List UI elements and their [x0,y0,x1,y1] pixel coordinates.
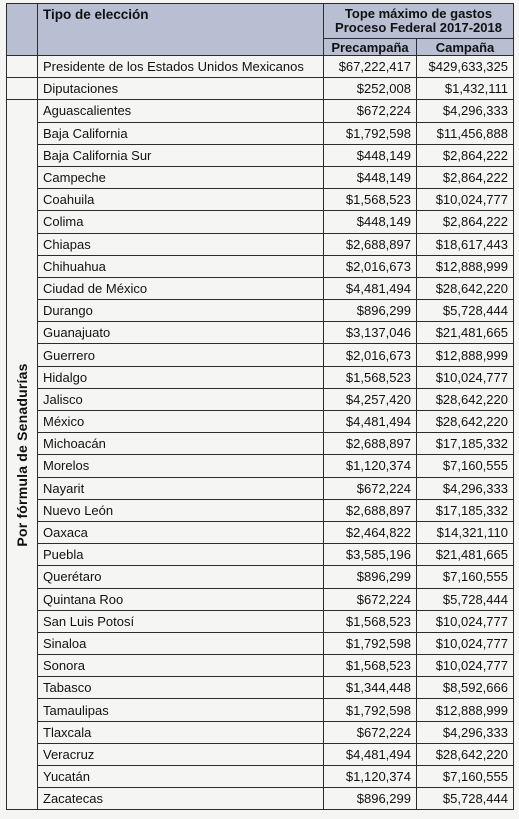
row-precampana: $1,568,523 [324,610,417,632]
table-row [7,344,514,366]
table-row [7,566,514,588]
row-precampana: $2,688,897 [324,433,417,455]
header-tipo-eleccion: Tipo de elección [38,4,324,56]
row-precampana: $896,299 [324,566,417,588]
row-campana: $28,642,220 [417,743,514,765]
row-name: Diputaciones [38,78,324,100]
table-row [7,588,514,610]
row-precampana: $4,481,494 [324,277,417,299]
row-name: Nuevo León [38,499,324,521]
table-row [7,277,514,299]
row-precampana: $2,016,673 [324,255,417,277]
row-campana: $10,024,777 [417,610,514,632]
table-row [7,521,514,543]
row-name: Baja California Sur [38,144,324,166]
row-precampana: $4,481,494 [324,743,417,765]
row-name: Tamaulipas [38,699,324,721]
row-precampana: $1,792,598 [324,632,417,654]
row-precampana: $252,008 [324,78,417,100]
row-name: Campeche [38,166,324,188]
table-row [7,632,514,654]
row-campana: $5,728,444 [417,300,514,322]
row-precampana: $448,149 [324,211,417,233]
row-name: México [38,411,324,433]
table-row [7,766,514,788]
table-row [7,166,514,188]
row-name: Aguascalientes [38,100,324,122]
row-campana: $4,296,333 [417,721,514,743]
row-campana: $21,481,665 [417,322,514,344]
row-campana: $2,864,222 [417,211,514,233]
table-row [7,211,514,233]
senadurias-group-label: Por fórmula de Senadurías [14,363,30,547]
row-precampana: $1,120,374 [324,455,417,477]
table-row [7,544,514,566]
row-precampana: $672,224 [324,721,417,743]
row-name: Colima [38,211,324,233]
table-row [7,743,514,765]
row-campana: $10,024,777 [417,366,514,388]
row-precampana: $448,149 [324,166,417,188]
row-campana: $28,642,220 [417,277,514,299]
row-campana: $4,296,333 [417,477,514,499]
table-row [7,388,514,410]
row-name: Guanajuato [38,322,324,344]
row-campana: $10,024,777 [417,632,514,654]
row-campana: $17,185,332 [417,499,514,521]
table-row [7,655,514,677]
row-precampana: $2,464,822 [324,521,417,543]
row-precampana: $1,792,598 [324,699,417,721]
row-precampana: $4,257,420 [324,388,417,410]
row-precampana: $672,224 [324,477,417,499]
row-precampana: $1,120,374 [324,766,417,788]
row-campana: $8,592,666 [417,677,514,699]
row-precampana: $896,299 [324,788,417,810]
header-tope-line1: Tope máximo de gastos [344,6,493,21]
row-campana: $2,864,222 [417,144,514,166]
row-precampana: $2,688,897 [324,499,417,521]
row-name: Morelos [38,455,324,477]
table-row [7,610,514,632]
row-precampana: $672,224 [324,588,417,610]
row-name: Jalisco [38,388,324,410]
row-campana: $2,864,222 [417,166,514,188]
row-campana: $12,888,999 [417,255,514,277]
row-name: Veracruz [38,743,324,765]
row-campana: $429,633,325 [417,56,514,78]
row-campana: $1,432,111 [417,78,514,100]
row-name: Querétaro [38,566,324,588]
table-row [7,433,514,455]
table-row [7,233,514,255]
row-campana: $28,642,220 [417,388,514,410]
row-campana: $4,296,333 [417,100,514,122]
row-name: Puebla [38,544,324,566]
row-name: Tlaxcala [38,721,324,743]
row-name: Sinaloa [38,632,324,654]
table-row [7,189,514,211]
row-campana: $14,321,110 [417,521,514,543]
row-campana: $5,728,444 [417,788,514,810]
row-precampana: $1,568,523 [324,366,417,388]
row-precampana: $2,688,897 [324,233,417,255]
row-name: Yucatán [38,766,324,788]
table-row [7,721,514,743]
table-row-diputaciones [7,78,514,100]
row-campana: $18,617,443 [417,233,514,255]
row-precampana: $672,224 [324,100,417,122]
table-row [7,322,514,344]
row-name: Nayarit [38,477,324,499]
row-campana: $5,728,444 [417,588,514,610]
row-blank-cell [7,56,38,78]
row-name: Guerrero [38,344,324,366]
row-precampana: $448,149 [324,144,417,166]
table-row [7,477,514,499]
header-blank-cell [7,4,38,56]
row-campana: $17,185,332 [417,433,514,455]
row-name: Chihuahua [38,255,324,277]
row-name: Zacatecas [38,788,324,810]
row-name: Sonora [38,655,324,677]
row-name: Coahuila [38,189,324,211]
row-campana: $12,888,999 [417,699,514,721]
row-precampana: $3,137,046 [324,322,417,344]
row-name: San Luis Potosí [38,610,324,632]
row-name: Michoacán [38,433,324,455]
row-precampana: $1,568,523 [324,655,417,677]
row-name: Ciudad de México [38,277,324,299]
row-campana: $12,888,999 [417,344,514,366]
row-campana: $10,024,777 [417,655,514,677]
spending-limits-table [6,3,514,810]
row-campana: $10,024,777 [417,189,514,211]
row-name: Baja California [38,122,324,144]
row-precampana: $1,568,523 [324,189,417,211]
row-precampana: $67,222,417 [324,56,417,78]
row-campana: $7,160,555 [417,566,514,588]
row-campana: $28,642,220 [417,411,514,433]
table-row [7,788,514,810]
table-row-presidente [7,56,514,78]
table-row [7,411,514,433]
table-row [7,144,514,166]
header-campana: Campaña [417,39,514,56]
table-row [7,499,514,521]
row-campana: $21,481,665 [417,544,514,566]
table-row [7,100,514,122]
row-precampana: $1,792,598 [324,122,417,144]
row-name: Quintana Roo [38,588,324,610]
header-precampana: Precampaña [324,39,417,56]
row-campana: $11,456,888 [417,122,514,144]
table-row [7,699,514,721]
row-name: Hidalgo [38,366,324,388]
table-row [7,455,514,477]
table-row [7,366,514,388]
row-name: Oaxaca [38,521,324,543]
senadurias-group-cell [7,100,38,810]
header-tope-line2: Proceso Federal 2017-2018 [335,20,502,35]
table-row [7,677,514,699]
row-precampana: $3,585,196 [324,544,417,566]
table-row [7,300,514,322]
row-campana: $7,160,555 [417,455,514,477]
row-precampana: $2,016,673 [324,344,417,366]
row-blank-cell [7,78,38,100]
table-row [7,122,514,144]
row-campana: $7,160,555 [417,766,514,788]
row-precampana: $4,481,494 [324,411,417,433]
row-precampana: $1,344,448 [324,677,417,699]
row-name: Durango [38,300,324,322]
row-name: Presidente de los Estados Unidos Mexicanos [38,56,324,78]
row-precampana: $896,299 [324,300,417,322]
header-tope-title [324,4,514,39]
row-name: Chiapas [38,233,324,255]
table-row [7,255,514,277]
row-name: Tabasco [38,677,324,699]
